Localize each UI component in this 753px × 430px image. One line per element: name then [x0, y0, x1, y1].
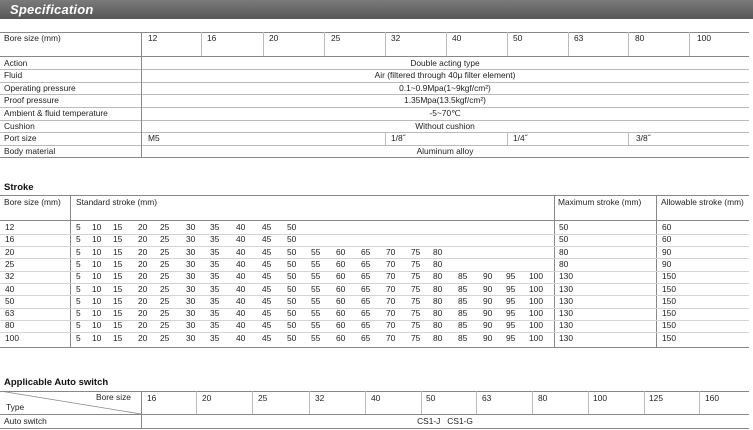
stroke-value: 10	[92, 222, 102, 232]
stroke-value: 65	[361, 332, 371, 343]
spec-bore-63: 63	[574, 33, 584, 43]
stroke-value: 45	[262, 308, 272, 319]
stroke-value: 95	[506, 308, 516, 319]
stroke-value: 90	[483, 320, 493, 331]
stroke-value: 40	[236, 295, 246, 306]
stroke-value: 35	[210, 246, 220, 257]
auto-switch-bore-25: 25	[258, 393, 268, 403]
spec-port-1-8: 1/8˝	[391, 133, 406, 143]
stroke-row-allow: 90	[662, 258, 672, 269]
stroke-row-allow: 150	[662, 308, 676, 319]
stroke-value: 20	[138, 222, 148, 232]
stroke-value: 15	[113, 295, 123, 306]
stroke-value: 95	[506, 295, 516, 306]
stroke-value: 100	[529, 271, 543, 282]
stroke-value: 5	[76, 295, 81, 306]
stroke-value: 35	[210, 222, 220, 232]
stroke-value: 10	[92, 271, 102, 282]
spec-label-cushion: Cushion	[4, 121, 35, 131]
stroke-value: 30	[186, 283, 196, 294]
stroke-value: 35	[210, 234, 220, 245]
spec-bore-20: 20	[269, 33, 279, 43]
stroke-value: 5	[76, 246, 81, 257]
stroke-value: 35	[210, 283, 220, 294]
stroke-value: 80	[433, 308, 443, 319]
stroke-row-bore: 50	[5, 295, 15, 306]
stroke-value: 25	[160, 320, 170, 331]
stroke-value: 20	[138, 283, 148, 294]
auto-switch-value: CS1-J CS1-G	[417, 416, 473, 426]
stroke-value: 45	[262, 332, 272, 343]
stroke-value: 35	[210, 295, 220, 306]
stroke-value: 75	[411, 246, 421, 257]
stroke-value: 75	[411, 283, 421, 294]
stroke-row-bore: 63	[5, 308, 15, 319]
stroke-value: 30	[186, 320, 196, 331]
stroke-value: 75	[411, 320, 421, 331]
stroke-row-allow: 60	[662, 222, 672, 232]
stroke-value: 55	[311, 308, 321, 319]
stroke-value: 15	[113, 222, 123, 232]
stroke-value: 55	[311, 283, 321, 294]
stroke-value: 25	[160, 308, 170, 319]
stroke-value: 25	[160, 258, 170, 269]
stroke-value: 5	[76, 271, 81, 282]
stroke-value: 30	[186, 295, 196, 306]
auto-switch-bore-20: 20	[202, 393, 212, 403]
stroke-value: 10	[92, 295, 102, 306]
stroke-value: 95	[506, 283, 516, 294]
stroke-value: 60	[336, 258, 346, 269]
stroke-row-max: 80	[559, 258, 569, 269]
stroke-value: 20	[138, 308, 148, 319]
stroke-value: 20	[138, 320, 148, 331]
stroke-value: 65	[361, 283, 371, 294]
stroke-row-bore: 40	[5, 283, 15, 294]
stroke-value: 15	[113, 308, 123, 319]
stroke-value: 40	[236, 234, 246, 245]
stroke-value: 75	[411, 308, 421, 319]
stroke-value: 85	[458, 271, 468, 282]
stroke-value: 100	[529, 332, 543, 343]
spec-port-m5: M5	[148, 133, 160, 143]
stroke-header-maximum: Maximum stroke (mm)	[558, 197, 642, 207]
stroke-value: 70	[386, 246, 396, 257]
stroke-row-bore: 16	[5, 234, 15, 245]
spec-label-fluid: Fluid	[4, 70, 23, 80]
stroke-value: 50	[287, 295, 297, 306]
stroke-value: 20	[138, 332, 148, 343]
stroke-row-bore: 100	[5, 332, 19, 343]
stroke-value: 45	[262, 222, 272, 232]
stroke-value: 75	[411, 258, 421, 269]
stroke-value: 80	[433, 271, 443, 282]
auto-switch-bore-40: 40	[371, 393, 381, 403]
stroke-value: 70	[386, 283, 396, 294]
stroke-value: 20	[138, 258, 148, 269]
auto-switch-bore-63: 63	[482, 393, 492, 403]
stroke-value: 80	[433, 295, 443, 306]
stroke-value: 80	[433, 283, 443, 294]
stroke-value: 100	[529, 295, 543, 306]
stroke-value: 10	[92, 320, 102, 331]
stroke-value: 20	[138, 246, 148, 257]
auto-switch-row-label: Auto switch	[4, 416, 47, 426]
stroke-value: 55	[311, 295, 321, 306]
stroke-value: 70	[386, 320, 396, 331]
auto-switch-bore-125: 125	[649, 393, 663, 403]
stroke-row-max: 130	[559, 320, 573, 331]
stroke-value: 15	[113, 258, 123, 269]
stroke-value: 10	[92, 246, 102, 257]
stroke-value: 50	[287, 234, 297, 245]
stroke-value: 40	[236, 271, 246, 282]
stroke-value: 20	[138, 271, 148, 282]
stroke-header-standard: Standard stroke (mm)	[76, 197, 157, 207]
auto-switch-bore-160: 160	[705, 393, 719, 403]
stroke-value: 15	[113, 246, 123, 257]
stroke-value: 60	[336, 308, 346, 319]
stroke-value: 75	[411, 271, 421, 282]
stroke-value: 35	[210, 320, 220, 331]
stroke-value: 85	[458, 308, 468, 319]
stroke-value: 100	[529, 308, 543, 319]
auto-switch-type-label: Type	[6, 402, 25, 412]
stroke-value: 45	[262, 283, 272, 294]
stroke-row-allow: 150	[662, 271, 676, 282]
stroke-value: 65	[361, 258, 371, 269]
stroke-value: 75	[411, 332, 421, 343]
spec-bore-50: 50	[513, 33, 523, 43]
stroke-value: 40	[236, 246, 246, 257]
spec-value-cushion: Without cushion	[415, 121, 475, 131]
stroke-value: 95	[506, 271, 516, 282]
stroke-value: 30	[186, 258, 196, 269]
stroke-value: 90	[483, 308, 493, 319]
stroke-row-allow: 150	[662, 320, 676, 331]
stroke-value: 60	[336, 332, 346, 343]
stroke-value: 95	[506, 320, 516, 331]
stroke-value: 75	[411, 295, 421, 306]
stroke-value: 35	[210, 258, 220, 269]
stroke-row-allow: 150	[662, 295, 676, 306]
stroke-value: 65	[361, 295, 371, 306]
stroke-row-max: 50	[559, 222, 569, 232]
stroke-value: 70	[386, 295, 396, 306]
stroke-value: 55	[311, 320, 321, 331]
stroke-value: 40	[236, 222, 246, 232]
stroke-header-bore: Bore size (mm)	[4, 197, 61, 207]
stroke-value: 10	[92, 332, 102, 343]
stroke-value: 85	[458, 320, 468, 331]
stroke-value: 95	[506, 332, 516, 343]
stroke-value: 30	[186, 332, 196, 343]
stroke-value: 20	[138, 234, 148, 245]
stroke-value: 15	[113, 234, 123, 245]
stroke-value: 80	[433, 320, 443, 331]
stroke-value: 50	[287, 246, 297, 257]
auto-switch-bore-50: 50	[426, 393, 436, 403]
stroke-row-max: 80	[559, 246, 569, 257]
stroke-value: 45	[262, 295, 272, 306]
stroke-value: 90	[483, 283, 493, 294]
stroke-value: 35	[210, 308, 220, 319]
stroke-row-max: 130	[559, 283, 573, 294]
stroke-value: 30	[186, 234, 196, 245]
stroke-value: 40	[236, 283, 246, 294]
stroke-value: 45	[262, 258, 272, 269]
stroke-value: 60	[336, 283, 346, 294]
spec-bore-16: 16	[207, 33, 217, 43]
spec-value-body-material: Aluminum alloy	[416, 146, 474, 156]
stroke-row-bore: 12	[5, 222, 15, 232]
stroke-value: 35	[210, 332, 220, 343]
stroke-value: 65	[361, 246, 371, 257]
stroke-row-max: 130	[559, 295, 573, 306]
spec-label-proof-pressure: Proof pressure	[4, 95, 59, 105]
stroke-value: 50	[287, 308, 297, 319]
stroke-value: 45	[262, 320, 272, 331]
stroke-value: 100	[529, 320, 543, 331]
auto-switch-bore-32: 32	[315, 393, 325, 403]
stroke-row-max: 130	[559, 308, 573, 319]
stroke-value: 65	[361, 308, 371, 319]
stroke-value: 5	[76, 332, 81, 343]
stroke-header-allowable: Allowable stroke (mm)	[661, 197, 744, 207]
auto-switch-bore-label: Bore size	[96, 392, 131, 402]
stroke-value: 50	[287, 222, 297, 232]
spec-bore-80: 80	[635, 33, 645, 43]
stroke-row-bore: 32	[5, 271, 15, 282]
stroke-value: 40	[236, 320, 246, 331]
stroke-value: 60	[336, 320, 346, 331]
stroke-value: 80	[433, 246, 443, 257]
stroke-value: 30	[186, 246, 196, 257]
stroke-row-bore: 80	[5, 320, 15, 331]
stroke-value: 10	[92, 308, 102, 319]
spec-value-action: Double acting type	[410, 58, 480, 68]
stroke-row-bore: 20	[5, 246, 15, 257]
stroke-value: 65	[361, 320, 371, 331]
stroke-row-max: 130	[559, 332, 573, 343]
stroke-value: 50	[287, 332, 297, 343]
spec-bore-label: Bore size (mm)	[4, 33, 61, 43]
spec-value-proof-pressure: 1.35Mpa(13.5kgf/cm²)	[404, 95, 486, 105]
stroke-value: 60	[336, 246, 346, 257]
spec-label-operating-pressure: Operating pressure	[4, 83, 76, 93]
stroke-value: 70	[386, 271, 396, 282]
stroke-value: 45	[262, 271, 272, 282]
stroke-value: 10	[92, 234, 102, 245]
stroke-value: 5	[76, 308, 81, 319]
stroke-row-max: 50	[559, 234, 569, 245]
stroke-value: 5	[76, 222, 81, 232]
stroke-value: 70	[386, 258, 396, 269]
spec-label-body-material: Body material	[4, 146, 56, 156]
spec-value-operating-pressure: 0.1~0.9Mpa(1~9kgf/cm²)	[399, 83, 491, 93]
stroke-value: 45	[262, 234, 272, 245]
stroke-value: 25	[160, 332, 170, 343]
stroke-value: 85	[458, 283, 468, 294]
stroke-value: 5	[76, 258, 81, 269]
stroke-value: 55	[311, 332, 321, 343]
stroke-value: 10	[92, 283, 102, 294]
spec-port-1-4: 1/4˝	[513, 133, 528, 143]
stroke-value: 20	[138, 295, 148, 306]
stroke-row-allow: 90	[662, 246, 672, 257]
stroke-value: 35	[210, 271, 220, 282]
stroke-value: 50	[287, 258, 297, 269]
auto-switch-section-title: Applicable Auto switch	[4, 377, 109, 388]
stroke-value: 70	[386, 308, 396, 319]
spec-port-3-8: 3/8˝	[636, 133, 651, 143]
auto-switch-bore-100: 100	[593, 393, 607, 403]
stroke-value: 15	[113, 283, 123, 294]
section-banner	[0, 0, 753, 19]
stroke-value: 90	[483, 271, 493, 282]
stroke-row-max: 130	[559, 271, 573, 282]
stroke-value: 15	[113, 271, 123, 282]
stroke-value: 25	[160, 246, 170, 257]
stroke-value: 55	[311, 258, 321, 269]
stroke-row-bore: 25	[5, 258, 15, 269]
auto-switch-bore-16: 16	[147, 393, 157, 403]
stroke-row-allow: 60	[662, 234, 672, 245]
stroke-row-allow: 150	[662, 332, 676, 343]
stroke-value: 25	[160, 234, 170, 245]
stroke-value: 25	[160, 283, 170, 294]
stroke-value: 5	[76, 283, 81, 294]
page-title: Specification	[10, 2, 94, 17]
spec-bore-32: 32	[391, 33, 401, 43]
spec-value-fluid: Air (filtered through 40μ filter element)	[374, 70, 516, 80]
auto-switch-bore-80: 80	[538, 393, 548, 403]
stroke-value: 65	[361, 271, 371, 282]
spec-label-temperature: Ambient & fluid temperature	[4, 108, 108, 118]
stroke-row-allow: 150	[662, 283, 676, 294]
stroke-value: 25	[160, 271, 170, 282]
stroke-value: 45	[262, 246, 272, 257]
stroke-section-title: Stroke	[4, 182, 34, 193]
stroke-value: 30	[186, 222, 196, 232]
stroke-value: 55	[311, 246, 321, 257]
stroke-value: 60	[336, 271, 346, 282]
stroke-value: 40	[236, 308, 246, 319]
spec-bore-100: 100	[697, 33, 711, 43]
stroke-value: 80	[433, 332, 443, 343]
stroke-value: 5	[76, 320, 81, 331]
stroke-value: 10	[92, 258, 102, 269]
stroke-value: 70	[386, 332, 396, 343]
spec-bore-12: 12	[148, 33, 158, 43]
spec-bore-40: 40	[452, 33, 462, 43]
stroke-value: 30	[186, 308, 196, 319]
stroke-value: 50	[287, 271, 297, 282]
stroke-value: 80	[433, 258, 443, 269]
stroke-value: 90	[483, 295, 493, 306]
stroke-value: 40	[236, 332, 246, 343]
stroke-value: 50	[287, 320, 297, 331]
stroke-value: 85	[458, 295, 468, 306]
stroke-value: 25	[160, 222, 170, 232]
stroke-value: 5	[76, 234, 81, 245]
spec-label-port-size: Port size	[4, 133, 37, 143]
spec-bore-25: 25	[331, 33, 341, 43]
stroke-value: 40	[236, 258, 246, 269]
stroke-value: 15	[113, 332, 123, 343]
stroke-value: 90	[483, 332, 493, 343]
stroke-value: 60	[336, 295, 346, 306]
stroke-value: 50	[287, 283, 297, 294]
spec-value-temperature: -5~70℃	[429, 108, 461, 118]
stroke-value: 100	[529, 283, 543, 294]
stroke-value: 15	[113, 320, 123, 331]
stroke-value: 30	[186, 271, 196, 282]
stroke-value: 25	[160, 295, 170, 306]
spec-label-action: Action	[4, 58, 28, 68]
stroke-value: 55	[311, 271, 321, 282]
stroke-value: 85	[458, 332, 468, 343]
